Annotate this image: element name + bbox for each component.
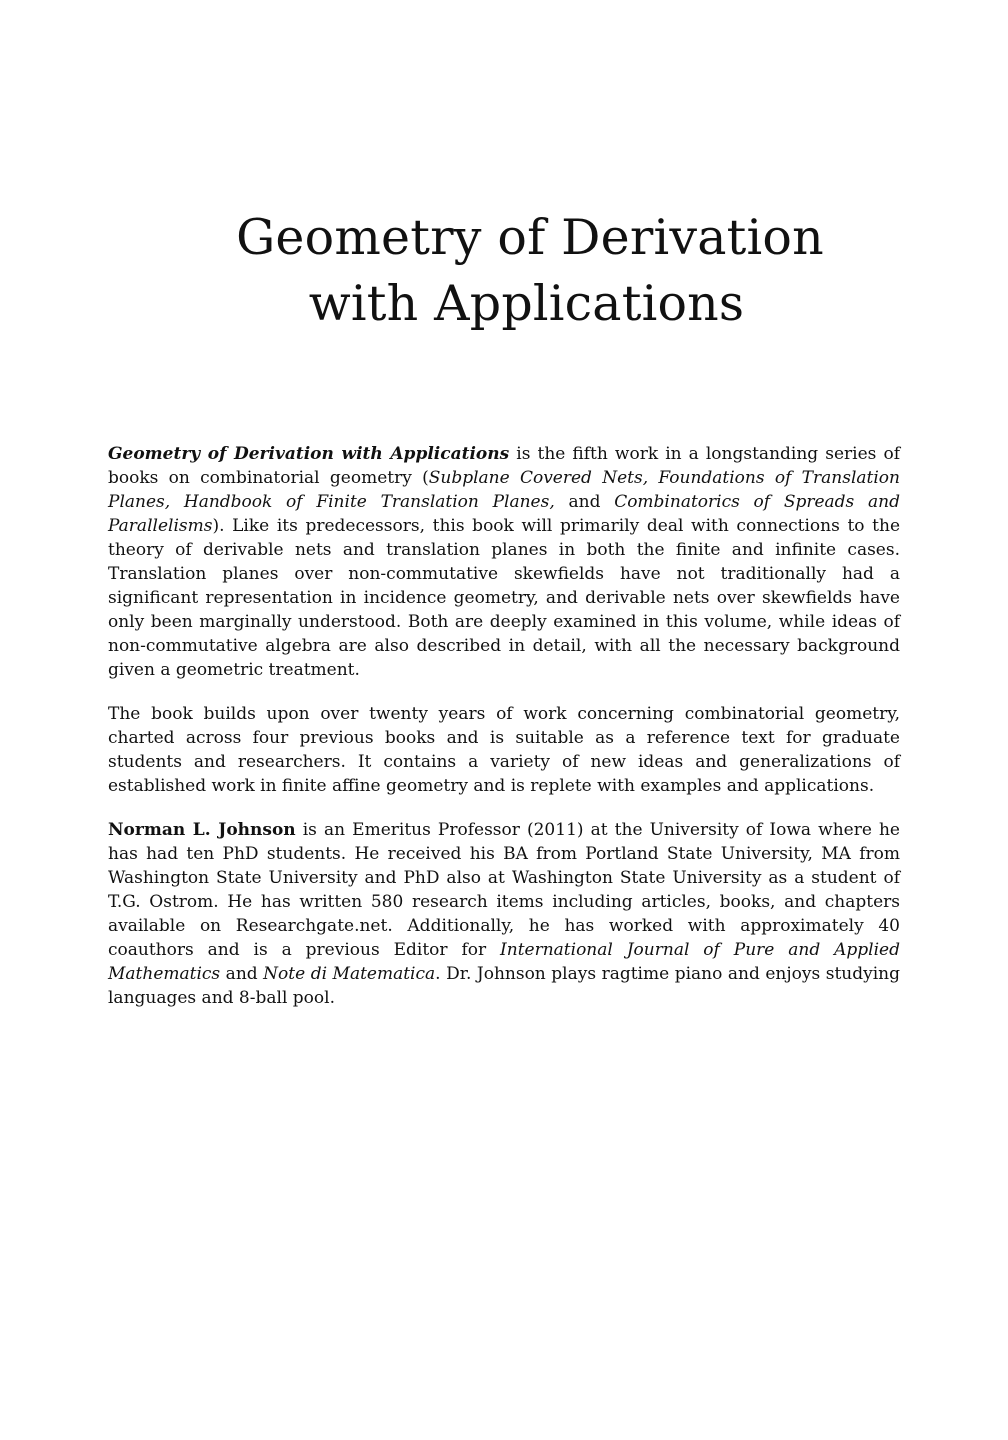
description-paragraph-overview [108,442,900,682]
book-title-inline: Geometry of Derivation with Applications [108,444,510,464]
paragraph-text: is the fifth work in a longstanding series of books on combinatorial geometry ( [108,444,900,488]
book-title-line-1: Geometry of Derivation [236,209,824,266]
previous-works-list: Subplane Covered Nets, Foundations of Translation Planes, Handbook of Finite Translation Planes, [108,468,900,512]
paragraph-text: ). Like its predecessors, this book will primarily deal with connections to the theory of derivable nets and translation planes in both the finite and infinite cases. Translation planes over non-commutative skewfields have not traditionally had a significant representation in incidence geometry, and derivable nets over skewfields have only been marginally understood. Both are deeply examined in this volume, while ideas of non-commutative algebra are also described in detail, with all the necessary background given a geometric treatment. [108,516,900,680]
book-title [0,205,1008,337]
paragraph-text: and [220,964,264,984]
paragraph-text: and [554,492,615,512]
book-description [108,442,900,1010]
author-name: Norman L. Johnson [108,820,296,840]
journal-title: Note di Matematica [263,964,436,984]
author-biography [108,818,900,1010]
paragraph-text: The book builds upon over twenty years of work concerning combinatorial geometry, charted across four previous books and is suitable as a reference text for graduate students and researchers. It contains a variety of new ideas and generalizations of established work in finite affine geometry and is replete with examples and applications. [108,704,900,796]
description-paragraph-audience [108,702,900,798]
book-title-line-2: with Applications [308,275,745,332]
paragraph-text: . Dr. Johnson plays ragtime piano and enjoys studying languages and 8-ball pool. [108,964,900,1008]
journal-title: International Journal of Pure and Applied Mathematics [108,940,901,984]
previous-work-title: Combinatorics of Spreads and Parallelisms [108,492,900,536]
paragraph-text: is an Emeritus Professor (2011) at the University of Iowa where he has had ten PhD students. He received his BA from Portland State University, MA from Washington State University and PhD also at Washington State University as a student of T.G. Ostrom. He has written 580 research items including articles, books, and chapters available on Researchgate.net. Additionally, he has worked with approximately 40 coauthors and is a previous Editor for [108,820,900,960]
